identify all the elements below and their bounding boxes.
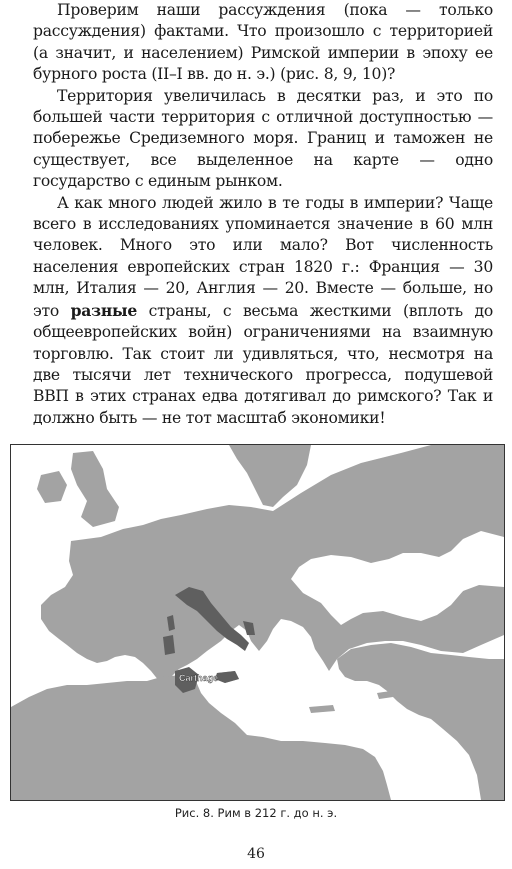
paragraph-3 xyxy=(33,193,493,429)
cyprus-land xyxy=(377,691,393,699)
page-number: 46 xyxy=(247,846,265,862)
paragraph-3-part-2: страны, с весьма жесткими (вплоть до общеевропейских войн) ограничениями на взаимную торговлю. Так стоит ли удивляться, что, несмотря на две тысячи лет технического прогресса, подушевой ВВП в этих странах едва дотягивал до римского? Так и должно быть — не тот масштаб экономики! xyxy=(33,301,493,427)
africa-land xyxy=(11,675,391,800)
black-sea xyxy=(315,563,387,597)
paragraph-1: Проверим наши рассуждения (пока — только рассуждения) фактами. Что произошло с территорией (а значит, и населением) Римской империи в эпоху ее бурного роста (II–I вв. до н. э.) (рис. 8, 9, 10)? xyxy=(33,1,493,84)
body-text xyxy=(33,0,493,429)
figure-caption: Рис. 8. Рим в 212 г. до н. э. xyxy=(174,806,338,820)
emphasis-word: разные xyxy=(70,300,138,320)
caspian-sea xyxy=(445,545,477,595)
paragraph-2: Территория увеличилась в десятки раз, и это по большей части территория с отличной доступностью — побережье Средиземного моря. Границ и таможен не существует, все выделенное на карте — одно государство с единым рынком. xyxy=(33,86,493,191)
land-masses xyxy=(11,445,504,800)
rome-sardinia xyxy=(163,635,175,655)
ireland-land xyxy=(37,471,67,503)
carthage-label: Carthage xyxy=(179,673,219,683)
britain-land xyxy=(71,451,119,527)
rome-sicily xyxy=(215,671,239,683)
mediterranean-map xyxy=(11,445,504,800)
paragraph-3-part-1: А как много людей жило в те годы в империи? Чаще всего в исследованиях упоминается значение в 60 млн человек. Много это или мало? Вот численность населения европейских стран 1820 г.: Франция — 30 млн, Италия — 20, Англия — 20. Вместе — больше, но это xyxy=(33,193,493,320)
crete-land xyxy=(309,705,335,713)
map-figure xyxy=(10,444,505,801)
